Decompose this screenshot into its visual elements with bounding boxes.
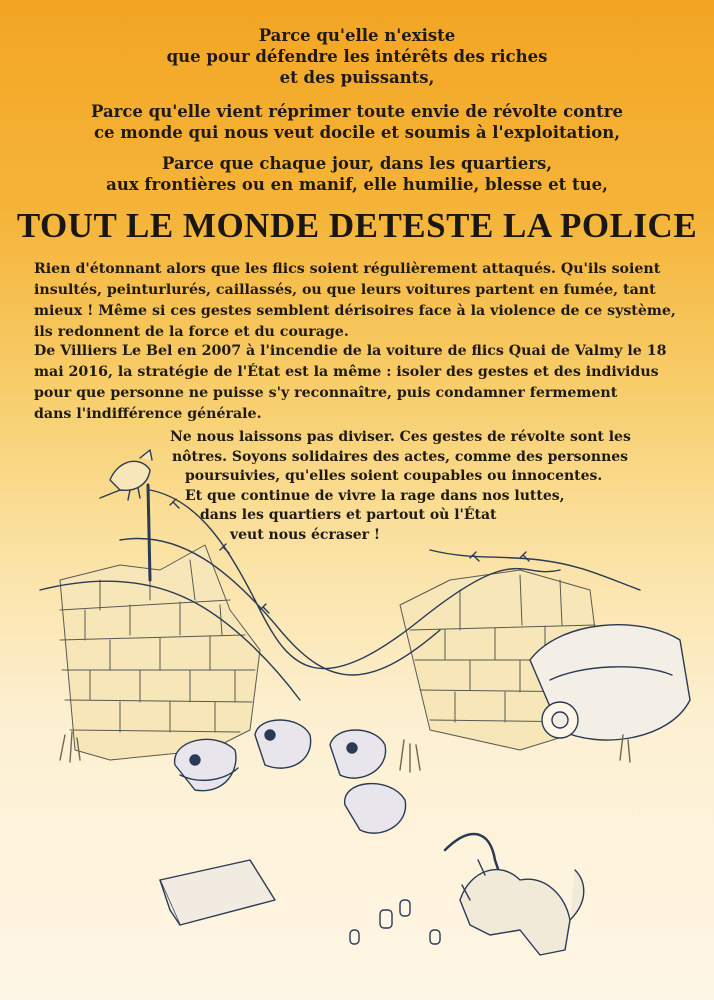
closing-line: Ne nous laissons pas diviser. Ces gestes de révolte sont les [170, 429, 631, 445]
headline: TOUT LE MONDE DETESTE LA POLICE [16, 206, 698, 245]
intro-line: Parce qu'elle n'existe [258, 26, 456, 45]
paragraph-2 [34, 341, 682, 425]
intro-line: Parce qu'elle vient réprimer toute envie de révolte contre [91, 102, 623, 121]
paragraph-line: mieux ! Même si ces gestes semblent dérisoires face à la violence de ce système, [34, 303, 676, 319]
closing-statement [170, 428, 690, 545]
intro-line: que pour défendre les intérêts des riches [166, 47, 548, 66]
intro-line: et des puissants, [279, 68, 435, 87]
paragraph-line: pour que personne ne puisse s'y reconnaître, puis condamner fermement [34, 385, 618, 401]
closing-line: nôtres. Soyons solidaires des actes, comme des personnes [172, 448, 629, 465]
intro-line: Parce que chaque jour, dans les quartiers, [162, 154, 552, 173]
closing-line: poursuivies, qu'elles soient coupables ou innocentes. [185, 468, 603, 484]
paragraph-line: insultés, peinturlurés, caillassés, ou que leurs voitures partent en fumée, tant [34, 282, 656, 298]
intro-block-2 [0, 101, 714, 143]
stone-wall [60, 545, 600, 760]
closing-line: dans les quartiers et partout où l'État [200, 507, 497, 523]
kitten [460, 860, 584, 955]
closing-line: Et que continue de vivre la rage dans nos luttes, [185, 487, 565, 504]
paragraph-1 [34, 259, 682, 343]
rubble [350, 900, 440, 944]
paragraph-line: mai 2016, la stratégie de l'État est la même : isoler des gestes et des individus [34, 364, 659, 380]
intro-line: aux frontières ou en manif, elle humilie, blesse et tue, [106, 175, 608, 194]
intro-block-1 [0, 25, 714, 88]
paragraph-line: De Villiers Le Bel en 2007 à l'incendie de la voiture de flics Quai de Valmy le 18 [34, 343, 667, 359]
cinder-block [160, 860, 275, 925]
paragraph-line: dans l'indifférence générale. [34, 406, 262, 422]
paragraph-line: Rien d'étonnant alors que les flics soient régulièrement attaqués. Qu'ils soient [34, 261, 661, 277]
intro-block-3 [0, 153, 714, 195]
intro-line: ce monde qui nous veut docile et soumis à l'exploitation, [94, 123, 620, 142]
bird [100, 450, 152, 500]
crushed-police-car [530, 625, 690, 740]
paragraph-line: ils redonnent de la force et du courage. [34, 324, 349, 340]
closing-line: veut nous écraser ! [230, 526, 381, 543]
